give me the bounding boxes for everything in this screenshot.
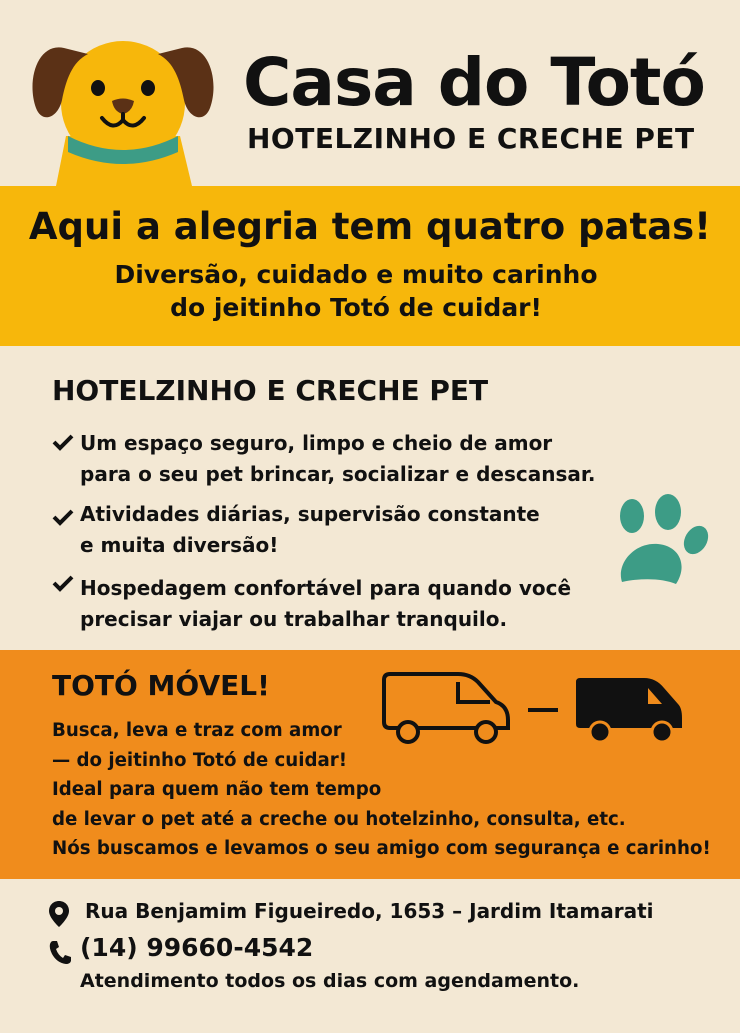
van-outline-icon <box>384 674 508 742</box>
service-item <box>52 573 571 635</box>
van-solid-icon <box>576 678 682 742</box>
service-line: Hospedagem confortável para quando você <box>80 576 572 600</box>
service-line: para o seu pet brincar, socializar e descansar. <box>80 462 596 486</box>
mobile-line: Busca, leva e traz com amor <box>52 720 342 741</box>
mobile-line: — do jeitinho Totó de cuidar! <box>52 749 348 771</box>
service-line: precisar viajar ou trabalhar tranquilo. <box>80 607 508 631</box>
service-line: Um espaço seguro, limpo e cheio de amor <box>80 431 553 455</box>
service-line: Atividades diárias, supervisão constante <box>80 502 540 526</box>
brand-title: Casa do Totó <box>243 44 705 121</box>
address-text: Rua Benjamim Figueiredo, 1653 – Jardim Itamarati <box>85 899 654 923</box>
mobile-title: TOTÓ MÓVEL! <box>52 669 270 702</box>
mobile-line: de levar o pet até a creche ou hotelzinho, consulta, etc. <box>52 808 626 830</box>
check-icon <box>52 499 80 538</box>
service-line: e muita diversão! <box>80 533 279 557</box>
hero-headline: Aqui a alegria tem quatro patas! <box>28 205 712 248</box>
tagline-line: Diversão, cuidado e muito carinho <box>114 260 598 289</box>
services-title: HOTELZINHO E CRECHE PET <box>52 374 489 407</box>
phone-number[interactable]: (14) 99660-4542 <box>80 933 314 962</box>
check-icon <box>52 428 80 463</box>
brand-subtitle: HOTELZINHO E CRECHE PET <box>247 122 695 155</box>
service-item <box>52 428 595 490</box>
check-icon <box>52 573 80 608</box>
phone-icon <box>48 939 72 965</box>
tagline-line: do jeitinho Totó de cuidar! <box>170 293 542 322</box>
location-pin-icon <box>48 900 70 928</box>
vans-illustration <box>380 668 690 748</box>
mobile-line: Nós buscamos e levamos o seu amigo com segurança e carinho! <box>52 838 711 859</box>
hero-tagline <box>0 258 712 324</box>
service-item <box>52 499 540 561</box>
paw-icon <box>612 492 710 588</box>
mobile-line: Ideal para quem não tem tempo <box>52 779 382 800</box>
opening-hours: Atendimento todos os dias com agendamento. <box>80 970 580 992</box>
dog-face-icon <box>28 28 218 186</box>
